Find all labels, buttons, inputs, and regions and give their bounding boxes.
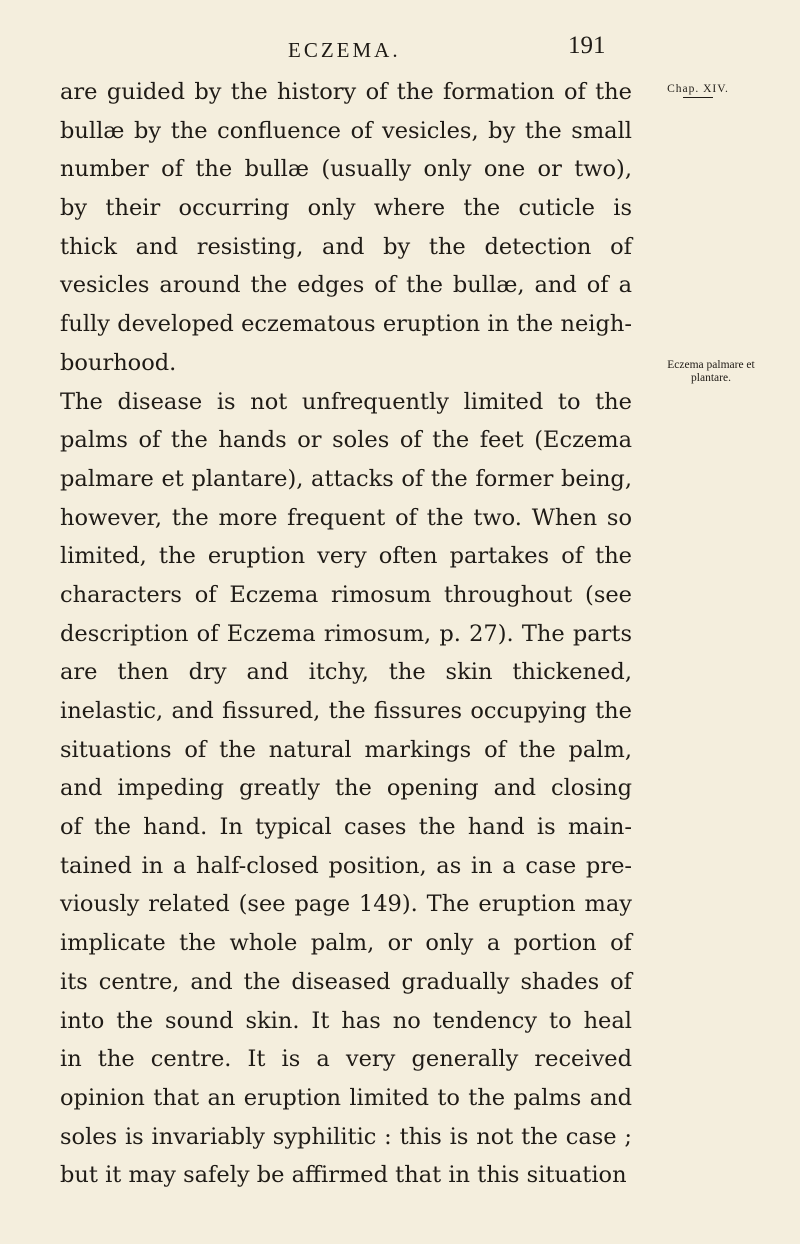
- text-line: inelastic, and fissured, the fissures occupying the: [60, 698, 632, 724]
- chapter-label: Chap. XIV.: [667, 83, 729, 95]
- text-line: bourhood.: [60, 349, 177, 376]
- text-line: by their occurring only where the cuticle is: [60, 195, 632, 222]
- text-line: description of Eczema rimosum, p. 27). The parts: [60, 620, 632, 647]
- running-title: ECZEMA.: [288, 38, 401, 62]
- text-line: viously related (see page 149). The eruption may: [60, 891, 632, 918]
- text-line: but it may safely be affirmed that in this situation: [60, 1162, 627, 1189]
- page-header: [0, 32, 800, 72]
- text-line: situations of the natural markings of the palm,: [60, 736, 632, 763]
- sidenote-line: plantare.: [691, 372, 731, 384]
- chapter-rule: [683, 97, 713, 98]
- text-line: soles is invariably syphilitic : this is not the case ;: [60, 1123, 632, 1150]
- text-line: bullæ by the confluence of vesicles, by the small: [60, 117, 632, 144]
- text-line: are then dry and itchy, the skin thickened,: [60, 659, 632, 686]
- chapter-marginal-note: [636, 83, 760, 98]
- text-line: opinion that an eruption limited to the palms and: [60, 1084, 632, 1111]
- sidenote-line: Eczema palmare et: [667, 359, 755, 371]
- text-line: of the hand. In typical cases the hand is main-: [60, 814, 632, 841]
- text-line: implicate the whole palm, or only a portion of: [60, 930, 632, 957]
- body-text: [60, 73, 632, 1195]
- text-line: thick and resisting, and by the detection of: [60, 233, 632, 260]
- text-line: fully developed eczematous eruption in the neigh-: [60, 311, 632, 338]
- text-line: its centre, and the diseased gradually shades of: [60, 968, 632, 995]
- text-line: The disease is not unfrequently limited to the: [60, 388, 632, 415]
- page-number: 191: [568, 32, 606, 59]
- text-line: into the sound skin. It has no tendency to heal: [60, 1007, 632, 1034]
- text-line: in the centre. It is a very generally received: [60, 1046, 632, 1073]
- text-line: palmare et plantare), attacks of the former being,: [60, 465, 632, 492]
- text-line: however, the more frequent of the two. When so: [60, 504, 632, 531]
- text-line: tained in a half-closed position, as in a case pre-: [60, 852, 632, 879]
- text-line: are guided by the history of the formation of the: [60, 79, 632, 105]
- text-line: vesicles around the edges of the bullæ, and of a: [60, 272, 632, 299]
- text-line: characters of Eczema rimosum throughout (see: [60, 581, 632, 608]
- text-line: and impeding greatly the opening and closing: [60, 775, 632, 802]
- sidenote-eczema-palmare: [636, 359, 786, 385]
- text-line: number of the bullæ (usually only one or two),: [60, 156, 632, 183]
- text-line: palms of the hands or soles of the feet (Eczema: [60, 427, 632, 454]
- text-line: limited, the eruption very often partakes of the: [60, 543, 632, 570]
